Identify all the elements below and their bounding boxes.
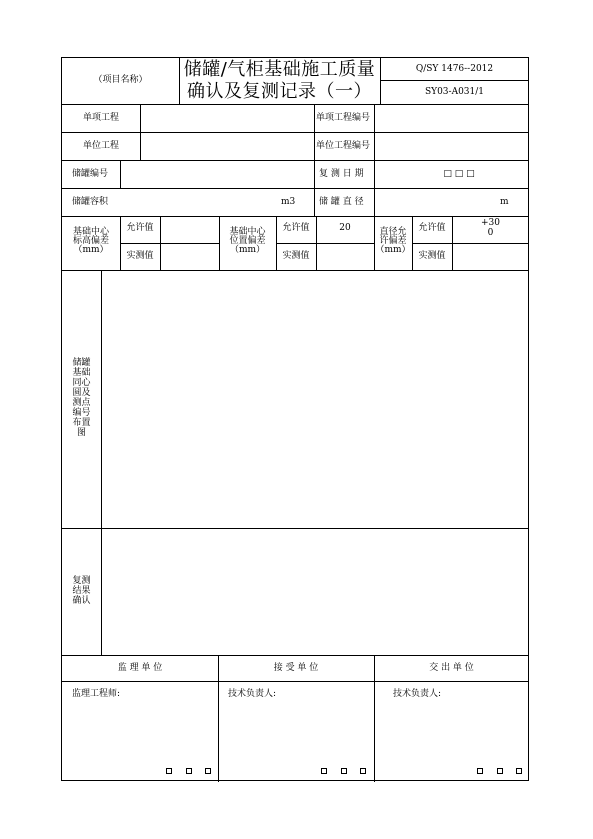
row-line <box>62 188 529 189</box>
tank-volume-label: 储罐容积 <box>72 197 109 207</box>
diameter-deviation-label: 直径允 许偏差 （mm） <box>375 227 411 255</box>
col-line <box>160 216 161 270</box>
date-box-day <box>205 768 211 774</box>
date-box-day <box>360 768 366 774</box>
date-placeholder: □ □ □ <box>443 169 475 179</box>
quality-record-form <box>61 57 529 781</box>
layout-drawing-label: 储罐 基础 同心 圆及 测点 编号 布置 图 <box>72 358 91 438</box>
row-line <box>62 528 529 529</box>
volume-unit: m3 <box>281 197 296 207</box>
date-box-month <box>341 768 347 774</box>
row-line <box>62 655 529 656</box>
elevation-measured-label: 实测值 <box>126 251 154 261</box>
date-box-year <box>321 768 327 774</box>
unit-project-no-label: 单位工程编号 <box>316 141 371 151</box>
elevation-allow-label: 允许值 <box>126 223 154 233</box>
position-allow-value: 20 <box>339 223 351 233</box>
row-line <box>62 681 529 682</box>
diameter-measured-label: 实测值 <box>418 251 446 261</box>
page-title-line2: 确认及复测记录（一） <box>187 81 372 102</box>
row-line <box>62 160 529 161</box>
col-line <box>374 104 375 216</box>
tech-lead-label: 技术负责人: <box>393 689 442 699</box>
row-line <box>62 216 529 217</box>
supervisor-unit-header: 监 理 单 位 <box>117 663 163 673</box>
col-line <box>374 655 375 782</box>
tech-lead-label: 技术负责人: <box>228 689 277 699</box>
row-line <box>276 243 375 244</box>
col-line <box>140 104 141 160</box>
handover-unit-header: 交 出 单 位 <box>429 663 474 673</box>
row-line <box>120 243 219 244</box>
position-measured-label: 实测值 <box>282 251 310 261</box>
date-box-month <box>186 768 192 774</box>
standard-code: Q/SY 1476--2012 <box>415 64 494 74</box>
diameter-allow-lower: 0 <box>487 228 494 238</box>
diameter-allow-label: 允许值 <box>418 223 446 233</box>
page-title: 储罐/气柜基础施工质量 <box>183 59 376 80</box>
unit-project-label: 单位工程 <box>82 141 119 151</box>
position-allow-label: 允许值 <box>282 223 310 233</box>
diameter-allow-upper: +30 <box>481 218 500 228</box>
date-box-year <box>166 768 172 774</box>
elevation-deviation-label: 基础中心 标高偏差 （mm） <box>72 227 109 255</box>
row-line <box>412 243 529 244</box>
code-divider <box>380 80 529 81</box>
retest-result-label: 复测 结果 确认 <box>72 576 91 606</box>
position-deviation-label: 基础中心 位置偏差 （mm） <box>229 227 266 255</box>
form-code: SY03-A031/1 <box>424 87 485 97</box>
receiving-unit-header: 接 受 单 位 <box>273 663 319 673</box>
row-line <box>62 132 529 133</box>
sub-project-label: 单项工程 <box>82 113 119 123</box>
col-line <box>314 104 315 216</box>
row-line <box>62 270 529 271</box>
col-line <box>101 270 102 655</box>
project-name: （项目名称） <box>93 75 148 85</box>
row-line <box>62 104 529 105</box>
sub-project-no-label: 单项工程编号 <box>316 113 371 123</box>
date-box-year <box>477 768 483 774</box>
retest-date-label: 复 测 日 期 <box>319 169 364 179</box>
tank-no-label: 储罐编号 <box>72 169 109 179</box>
diameter-unit: m <box>500 197 509 207</box>
col-line <box>120 160 121 188</box>
date-box-month <box>497 768 503 774</box>
tank-diameter-label: 储 罐 直 径 <box>319 197 364 207</box>
date-box-day <box>516 768 522 774</box>
col-line <box>218 655 219 782</box>
supervisor-engineer-label: 监理工程师: <box>72 689 121 699</box>
